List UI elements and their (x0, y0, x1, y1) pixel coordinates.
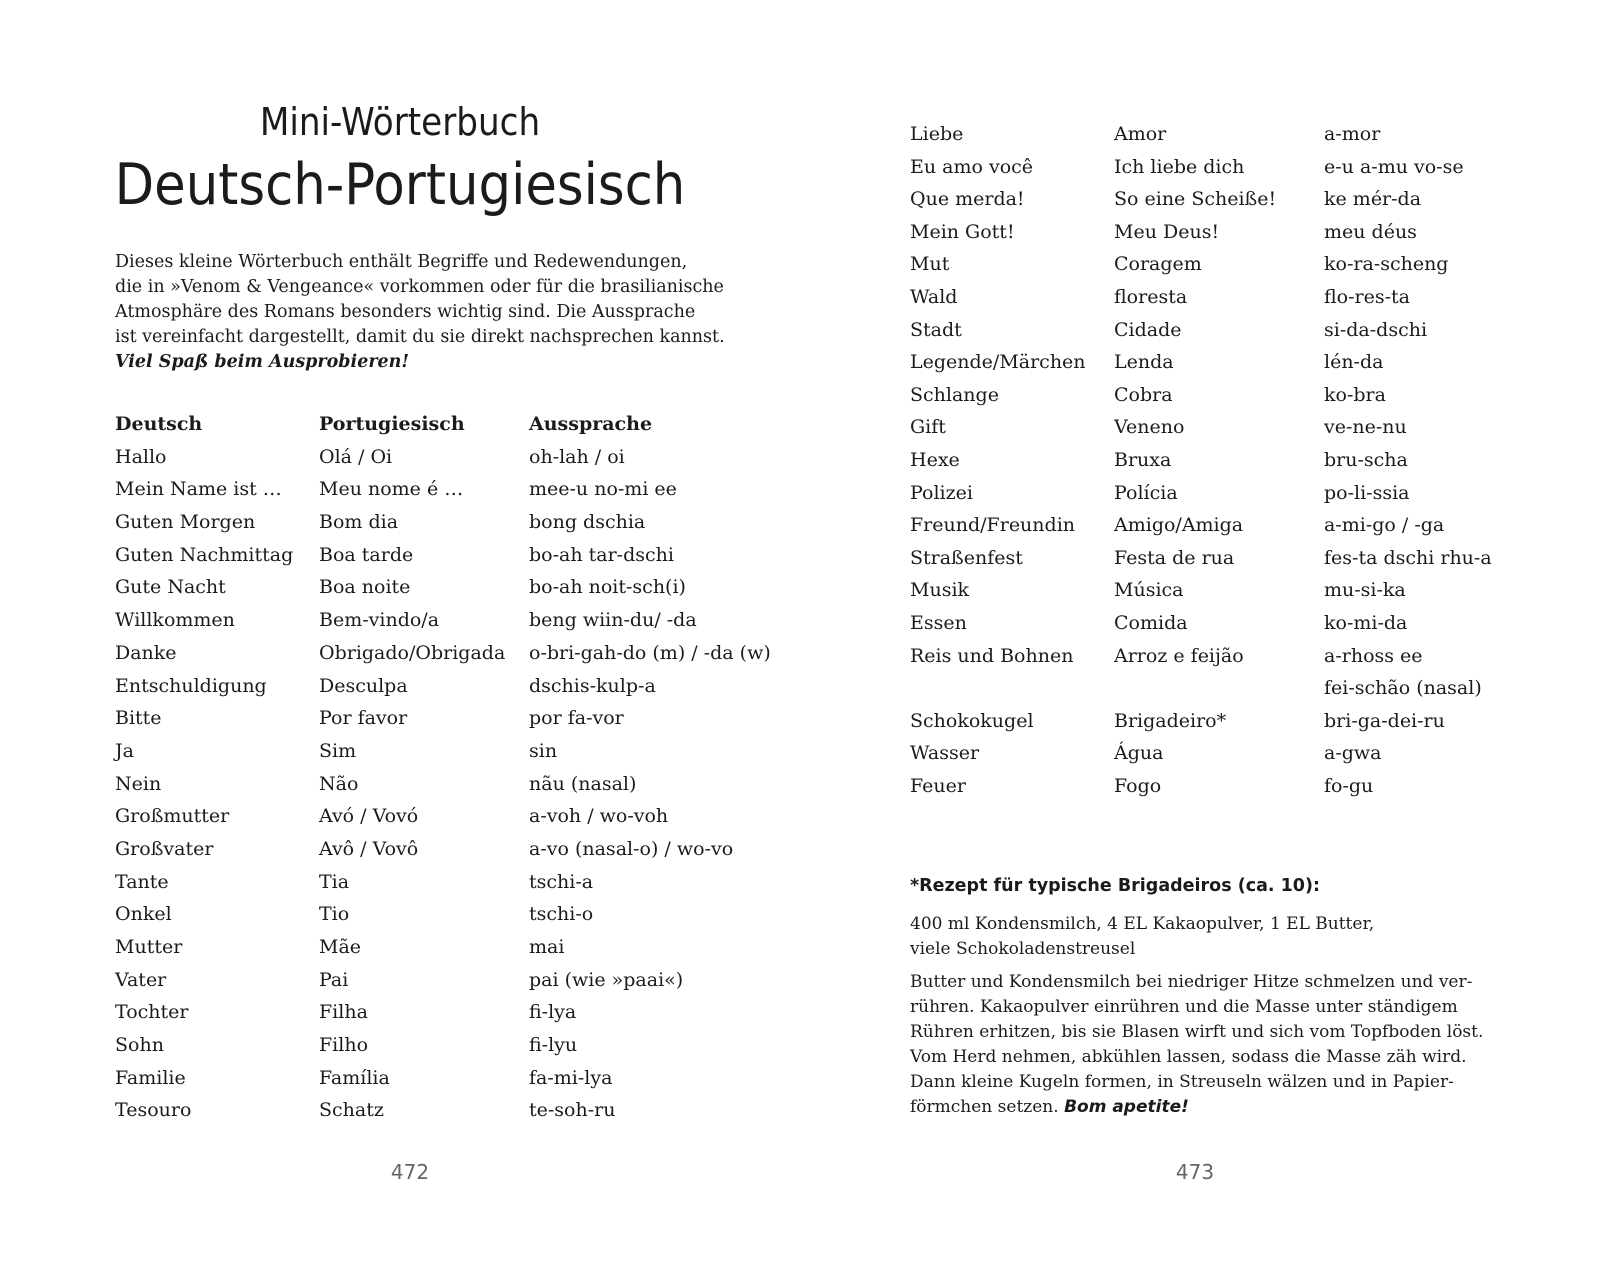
portuguese-term: Polícia (1114, 481, 1178, 504)
vocab-row (910, 379, 1550, 412)
german-term: Que merda! (910, 188, 1025, 211)
vocab-row (115, 473, 755, 506)
portuguese-term: Tio (319, 903, 350, 926)
steps-line: Butter und Kondensmilch bei niedriger Hitze schmelzen und ver- (910, 972, 1473, 992)
vocab-row (115, 800, 755, 833)
german-term: Gift (910, 416, 946, 439)
portuguese-term: Filho (319, 1034, 369, 1057)
pronunciation: ko-mi-da (1324, 611, 1408, 634)
pronunciation: ve-ne-nu (1324, 416, 1407, 439)
german-term: Hallo (115, 445, 167, 468)
german-term: Schlange (910, 383, 999, 406)
german-term: Entschuldigung (115, 674, 267, 697)
header-portugiesisch: Portugiesisch (319, 413, 465, 435)
pronunciation: a-gwa (1324, 742, 1382, 765)
pronunciation: sin (529, 739, 558, 762)
portuguese-term: Música (1114, 579, 1184, 602)
vocab-row (115, 1062, 755, 1095)
german-term: Liebe (910, 123, 964, 145)
pronunciation: beng wiin-du/ -da (529, 609, 697, 632)
steps-line: rühren. Kakaopulver einrühren und die Masse unter ständigem (910, 997, 1458, 1017)
vocab-row (115, 604, 755, 637)
page-number: 473 (1175, 1160, 1215, 1184)
german-term: Wasser (910, 742, 980, 765)
vocab-row (115, 866, 755, 899)
pronunciation: nãu (nasal) (529, 772, 637, 795)
intro-line: die in »Venom & Vengeance« vorkommen oder für die brasilianische (115, 277, 724, 297)
german-term: Wald (910, 285, 958, 308)
german-term: Straßenfest (910, 546, 1023, 569)
german-term: Reis und Bohnen (910, 644, 1074, 667)
header-deutsch: Deutsch (115, 413, 203, 435)
german-term: Legende/Märchen (910, 351, 1086, 374)
german-term: Eu amo você (910, 155, 1034, 178)
vocabulary-table-right (910, 118, 1550, 802)
german-term: Feuer (910, 774, 966, 797)
pronunciation: a-mi-go / -ga (1324, 514, 1445, 537)
vocab-row (910, 183, 1550, 216)
ingredients-line: 400 ml Kondensmilch, 4 EL Kakaopulver, 1 EL Butter, (910, 914, 1375, 934)
pronunciation: mee-u no-mi ee (529, 478, 677, 501)
vocab-row (910, 444, 1550, 477)
german-term: Nein (115, 772, 162, 795)
pronunciation: bri-ga-dei-ru (1324, 709, 1445, 732)
portuguese-term: Lenda (1114, 351, 1174, 374)
pronunciation: fa-mi-lya (529, 1066, 613, 1089)
steps-line: Dann kleine Kugeln formen, in Streuseln wälzen und in Papier- (910, 1072, 1454, 1092)
portuguese-term: Por favor (319, 707, 408, 730)
portuguese-term: Bruxa (1114, 448, 1172, 471)
portuguese-term: Família (319, 1066, 390, 1089)
vocab-row (910, 411, 1550, 444)
recipe-closing: Bom apetite! (1064, 1097, 1189, 1117)
vocab-row (910, 607, 1550, 640)
pronunciation: tschi-o (529, 903, 594, 926)
german-term: Gute Nacht (115, 576, 226, 599)
portuguese-term: Boa tarde (319, 543, 414, 566)
header-aussprache: Aussprache (529, 413, 653, 435)
german-term: Tesouro (115, 1099, 192, 1122)
recipe-steps (910, 970, 1490, 1120)
portuguese-term: Fogo (1114, 774, 1162, 797)
german-term: Großmutter (115, 805, 230, 828)
vocab-row (115, 702, 755, 735)
german-term: Musik (910, 579, 970, 602)
german-term: Stadt (910, 318, 962, 341)
pronunciation: o-bri-gah-do (m) / -da (w) (529, 641, 771, 664)
vocab-row (910, 574, 1550, 607)
portuguese-term: Cobra (1114, 383, 1173, 406)
vocab-row (115, 768, 755, 801)
vocab-row (115, 833, 755, 866)
portuguese-term: Água (1114, 742, 1164, 765)
portuguese-term: floresta (1114, 285, 1188, 308)
german-term: Onkel (115, 903, 172, 926)
portuguese-term: Schatz (319, 1099, 384, 1122)
vocab-row (115, 931, 755, 964)
german-term: Mutter (115, 936, 183, 958)
portuguese-term: Bom dia (319, 511, 399, 534)
portuguese-term: Bem-vindo/a (319, 609, 440, 632)
pronunciation: te-soh-ru (529, 1099, 616, 1122)
portuguese-term: Olá / Oi (319, 445, 393, 468)
vocab-row (910, 248, 1550, 281)
german-term: Guten Nachmittag (115, 543, 294, 566)
portuguese-term: Filha (319, 1001, 368, 1024)
vocab-row (910, 542, 1550, 575)
pronunciation-line: fei-schão (nasal) (1324, 676, 1482, 699)
vocab-row (115, 735, 755, 768)
vocab-row (910, 640, 1550, 705)
vocab-row (910, 477, 1550, 510)
pronunciation (1324, 640, 1482, 704)
german-term: Familie (115, 1066, 186, 1089)
german-term: Danke (115, 641, 177, 664)
german-term: Tante (115, 870, 169, 893)
intro-line: ist vereinfacht dargestellt, damit du sie direkt nachsprechen kannst. (115, 327, 725, 347)
german-term: Hexe (910, 448, 960, 471)
pronunciation: tschi-a (529, 870, 594, 893)
portuguese-term: Pai (319, 968, 349, 991)
portuguese-term: Coragem (1114, 253, 1202, 276)
steps-line: Vom Herd nehmen, abkühlen lassen, sodass die Masse zäh wird. (910, 1047, 1467, 1067)
pronunciation: mu-si-ka (1324, 579, 1406, 602)
pronunciation: e-u a-mu vo-se (1324, 155, 1464, 178)
pronunciation: fi-lya (529, 1001, 577, 1024)
intro-closing: Viel Spaß beim Ausprobieren! (115, 352, 410, 372)
german-term: Mein Gott! (910, 220, 1015, 243)
pronunciation: por fa-vor (529, 707, 624, 730)
german-term: Guten Morgen (115, 511, 256, 534)
pronunciation-line: a-rhoss ee (1324, 644, 1423, 667)
pronunciation: a-voh / wo-voh (529, 805, 669, 828)
portuguese-term: Veneno (1114, 416, 1185, 439)
vocab-row (910, 770, 1550, 803)
german-term: Mut (910, 253, 950, 276)
pronunciation: a-mor (1324, 123, 1381, 145)
vocab-row (115, 1094, 755, 1127)
pronunciation: lén-da (1324, 351, 1384, 374)
pronunciation: ko-bra (1324, 383, 1386, 406)
portuguese-term: Avó / Vovó (319, 805, 419, 828)
pronunciation: ko-ra-scheng (1324, 253, 1449, 276)
vocab-row (115, 637, 771, 670)
vocab-row (115, 670, 755, 703)
portuguese-term: Comida (1114, 611, 1188, 634)
vocab-row (115, 898, 755, 931)
pronunciation: bo-ah noit-sch(i) (529, 576, 686, 599)
vocab-row (115, 1029, 755, 1062)
vocab-row (115, 539, 755, 572)
german-term: Großvater (115, 837, 214, 860)
pronunciation: dschis-kulp-a (529, 674, 656, 697)
portuguese-term: Sim (319, 739, 357, 762)
vocab-row (910, 118, 1550, 151)
portuguese-term: So eine Scheiße! (1114, 188, 1277, 211)
german-term: Ja (115, 739, 134, 762)
german-term: Essen (910, 611, 967, 634)
portuguese-term: Obrigado/Obrigada (319, 641, 506, 664)
vocab-row (910, 281, 1550, 314)
vocab-row (910, 705, 1550, 738)
portuguese-term: Mãe (319, 936, 362, 958)
german-term: Tochter (115, 1001, 189, 1024)
intro-line: Dieses kleine Wörterbuch enthält Begriffe und Redewendungen, (115, 252, 688, 272)
portuguese-term: Brigadeiro* (1114, 709, 1227, 732)
german-term: Willkommen (115, 609, 235, 632)
pronunciation: fi-lyu (529, 1034, 578, 1057)
pronunciation: bru-scha (1324, 448, 1408, 471)
vocab-row (115, 506, 755, 539)
portuguese-term: Amigo/Amiga (1114, 514, 1244, 537)
portuguese-term: Cidade (1114, 318, 1182, 341)
dictionary-subtitle: Mini-Wörterbuch (259, 100, 541, 144)
portuguese-term: Desculpa (319, 674, 408, 697)
vocab-row (910, 509, 1550, 542)
portuguese-term: Meu Deus! (1114, 220, 1220, 243)
vocab-row (910, 151, 1550, 184)
portuguese-term: Avô / Vovô (319, 837, 419, 860)
portuguese-term: Não (319, 772, 359, 795)
intro-paragraph (115, 250, 725, 375)
german-term: Mein Name ist … (115, 478, 282, 501)
dictionary-title: Deutsch-Portugiesisch (114, 152, 686, 218)
pronunciation: meu déus (1324, 220, 1417, 243)
german-term: Vater (115, 968, 167, 991)
vocab-row (115, 996, 755, 1029)
pronunciation: po-li-ssia (1324, 481, 1410, 504)
portuguese-term: Festa de rua (1114, 546, 1235, 569)
pronunciation: bong dschia (529, 511, 646, 534)
vocab-row (115, 571, 755, 604)
german-term: Sohn (115, 1034, 164, 1057)
portuguese-term: Meu nome é … (319, 478, 464, 501)
portuguese-term: Arroz e feijão (1114, 644, 1244, 667)
recipe-title: *Rezept für typische Brigadeiros (ca. 10): (910, 876, 1320, 896)
pronunciation: mai (529, 936, 565, 958)
recipe-ingredients (910, 912, 1470, 962)
vocab-row (115, 441, 755, 474)
steps-line: förmchen setzen. (910, 1097, 1059, 1117)
pronunciation: ke mér-da (1324, 188, 1422, 211)
german-term: Freund/Freundin (910, 514, 1076, 537)
pronunciation: fo-gu (1324, 774, 1374, 797)
portuguese-term: Amor (1114, 123, 1167, 145)
german-term: Bitte (115, 707, 162, 730)
pronunciation: bo-ah tar-dschi (529, 543, 674, 566)
vocab-row (910, 346, 1550, 379)
vocab-row (910, 314, 1550, 347)
pronunciation: si-da-dschi (1324, 318, 1428, 341)
pronunciation: a-vo (nasal-o) / wo-vo (529, 837, 734, 860)
pronunciation: oh-lah / oi (529, 445, 625, 468)
pronunciation: flo-res-ta (1324, 285, 1410, 308)
portuguese-term: Tia (319, 870, 350, 893)
ingredients-line: viele Schokoladenstreusel (910, 939, 1136, 959)
vocab-row (115, 964, 755, 997)
page-number: 472 (390, 1160, 430, 1184)
table-header (115, 408, 755, 441)
intro-line: Atmosphäre des Romans besonders wichtig sind. Die Aussprache (115, 302, 696, 322)
german-term: Polizei (910, 481, 973, 504)
steps-line: Rühren erhitzen, bis sie Blasen wirft und sich vom Topfboden löst. (910, 1022, 1484, 1042)
vocab-row (910, 737, 1550, 770)
pronunciation: pai (wie »paai«) (529, 968, 684, 991)
german-term: Schokokugel (910, 709, 1034, 732)
portuguese-term: Ich liebe dich (1114, 155, 1245, 178)
pronunciation: fes-ta dschi rhu-a (1324, 546, 1492, 569)
vocabulary-table-left (115, 408, 771, 1127)
portuguese-term: Boa noite (319, 576, 411, 599)
vocab-row (910, 216, 1550, 249)
